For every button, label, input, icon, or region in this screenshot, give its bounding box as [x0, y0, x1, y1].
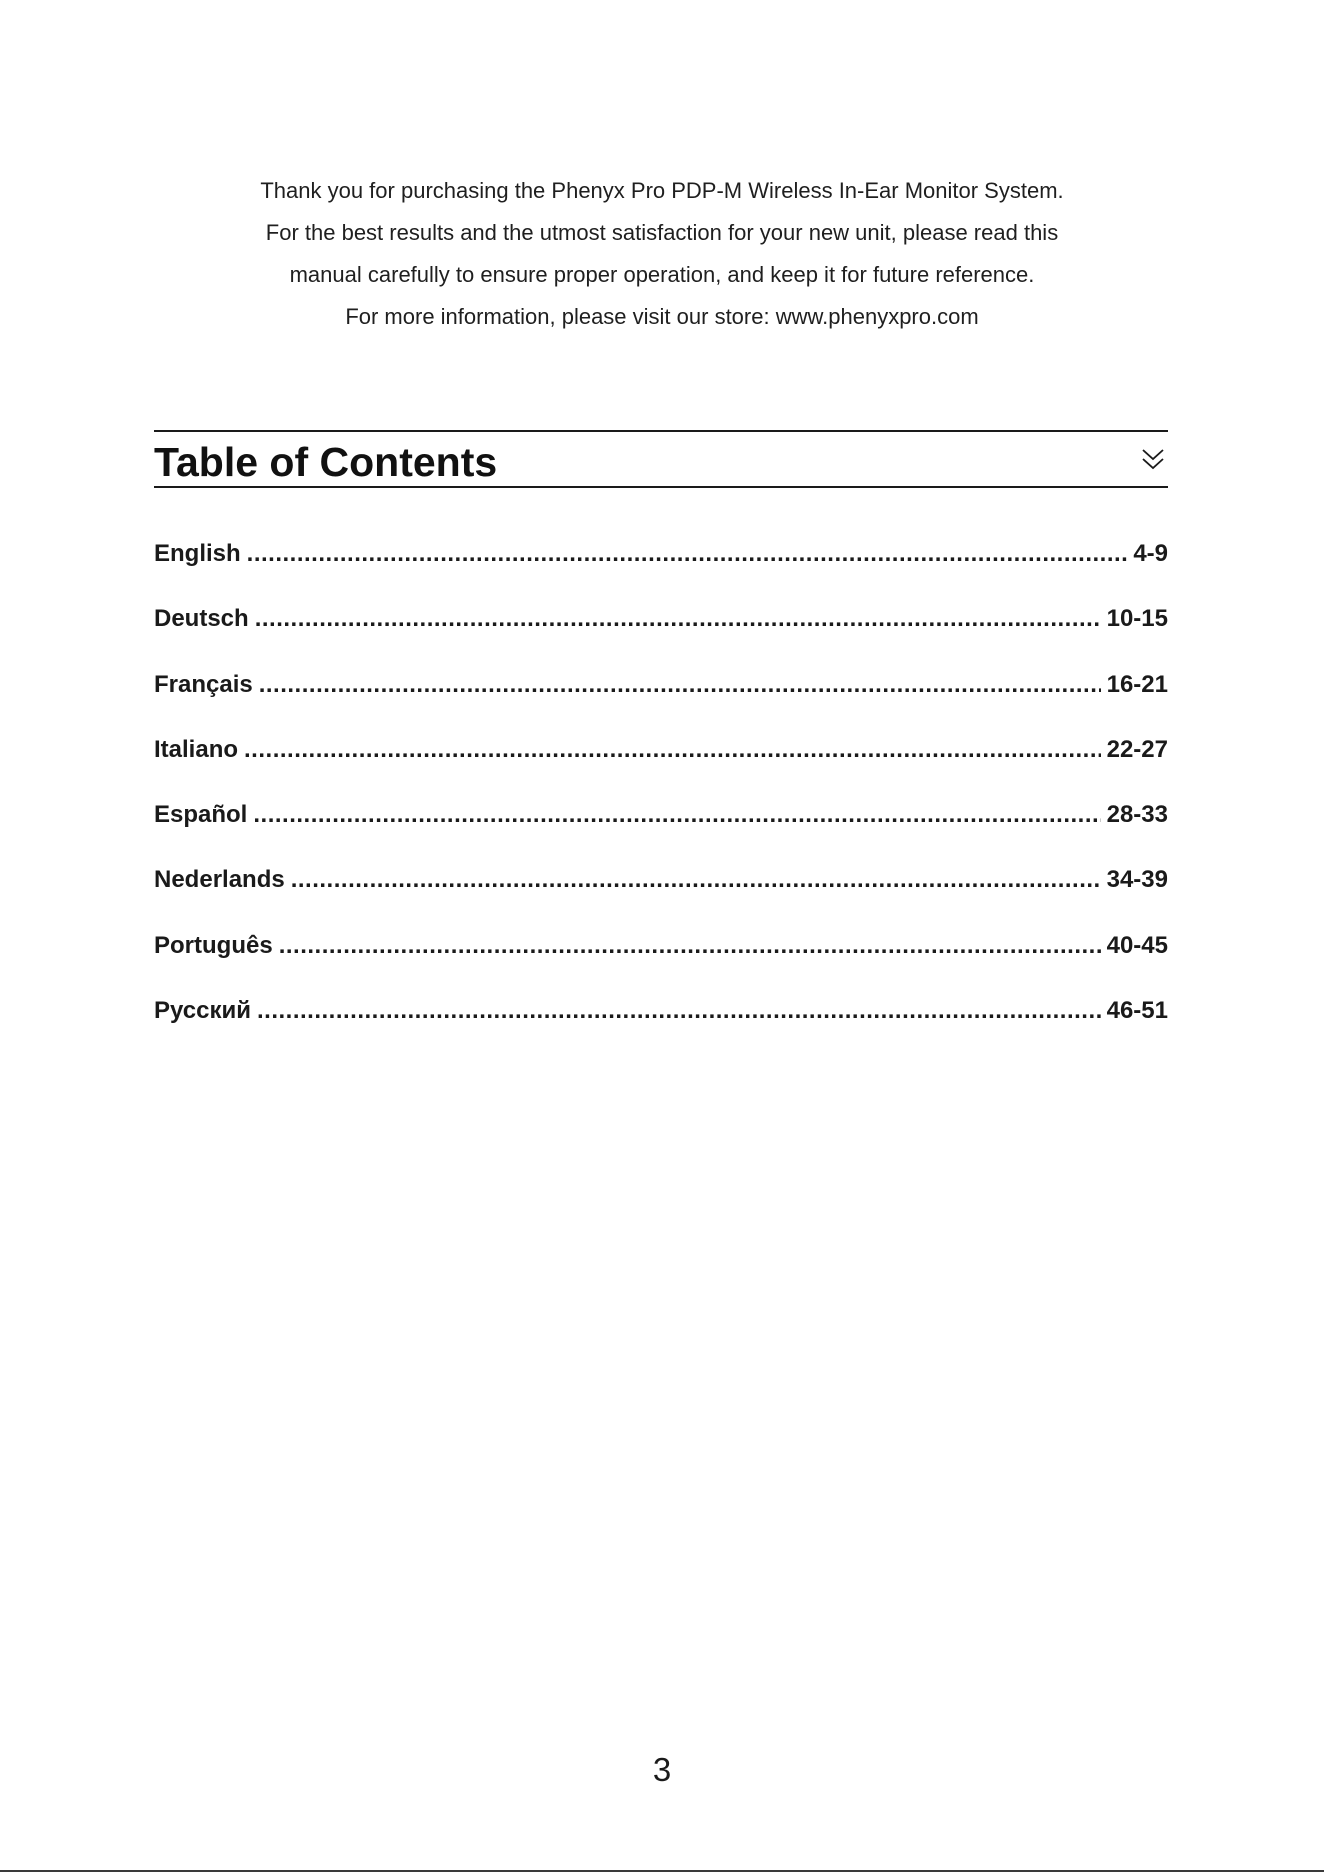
toc-dot-leader [291, 863, 1101, 897]
toc-entry-language: Nederlands [154, 866, 285, 894]
toc-dot-leader [259, 668, 1101, 702]
toc-list [154, 537, 1168, 1059]
toc-entry-pages: 10-15 [1106, 605, 1168, 633]
toc-entry-espanol[interactable] [154, 798, 1168, 863]
toc-dot-leader [244, 733, 1101, 767]
toc-entry-deutsch[interactable] [154, 602, 1168, 667]
toc-entry-portugues[interactable] [154, 929, 1168, 994]
toc-entry-language: Español [154, 801, 248, 829]
intro-line: For the best results and the utmost satisfaction for your new unit, please read this [265, 220, 1059, 245]
toc-entry-language: Italiano [154, 735, 239, 763]
page-number: 3 [652, 1751, 672, 1788]
toc-entry-pages: 46-51 [1106, 997, 1168, 1025]
intro-line: Thank you for purchasing the Phenyx Pro PDP-M Wireless In-Ear Monitor System. [260, 178, 1064, 203]
double-chevron-down-icon [1140, 446, 1166, 472]
toc-dot-leader [257, 994, 1101, 1028]
toc-dot-leader [247, 537, 1128, 571]
toc-entry-pages: 22-27 [1106, 735, 1168, 763]
toc-entry-pages: 40-45 [1106, 931, 1168, 959]
intro-line: manual carefully to ensure proper operation, and keep it for future reference. [289, 262, 1035, 287]
toc-entry-language: Deutsch [154, 605, 249, 633]
toc-entry-pages: 4-9 [1133, 540, 1168, 567]
toc-entry-pages: 34-39 [1106, 866, 1168, 894]
toc-dot-leader [253, 798, 1100, 832]
toc-entry-francais[interactable] [154, 668, 1168, 733]
toc-dot-leader [255, 602, 1101, 636]
toc-entry-russian[interactable] [154, 994, 1168, 1059]
toc-entry-italiano[interactable] [154, 733, 1168, 798]
toc-entry-english[interactable] [154, 537, 1168, 602]
toc-entry-language: Русский [154, 997, 251, 1025]
toc-header [154, 430, 1168, 488]
toc-entry-nederlands[interactable] [154, 863, 1168, 928]
toc-title: Table of Contents [154, 439, 498, 485]
toc-entry-language: Français [154, 670, 253, 698]
toc-dot-leader [279, 929, 1101, 963]
toc-entry-pages: 28-33 [1106, 801, 1168, 829]
toc-entry-language: Português [154, 931, 273, 959]
intro-line: For more information, please visit our store: www.phenyxpro.com [345, 304, 979, 329]
intro-paragraph [0, 170, 1324, 338]
toc-entry-language: English [154, 540, 241, 567]
toc-entry-pages: 16-21 [1106, 670, 1168, 698]
